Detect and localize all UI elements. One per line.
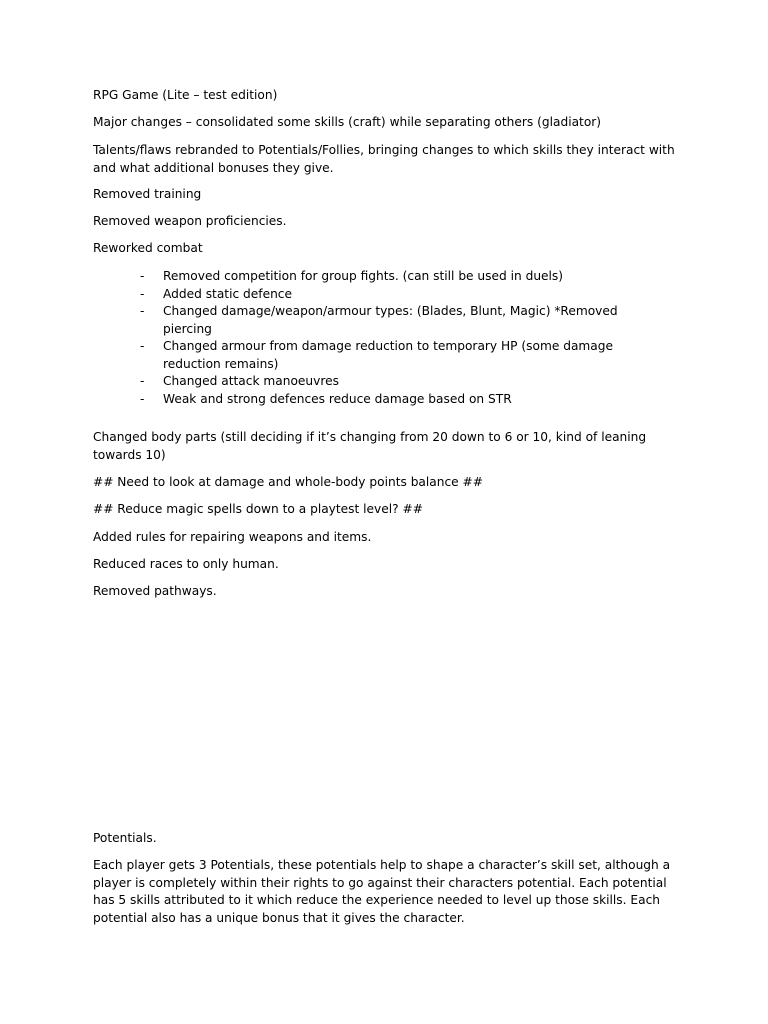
paragraph-major-changes: Major changes – consolidated some skills (craft) while separating others (gladiator) [93,115,602,129]
paragraph-reworked-combat: Reworked combat [93,241,203,255]
bullet-marker: - [140,374,145,388]
bullet-marker: - [140,286,145,301]
paragraph-removed-training: Removed training [93,187,202,201]
list-item [140,268,660,286]
paragraph-removed-weapon-proficiencies: Removed weapon proficiencies. [93,214,287,228]
list-item-text: Weak and strong defences reduce damage based on STR [163,391,512,406]
bullet-marker: - [140,304,145,318]
paragraph-repair-rules: Added rules for repairing weapons and items. [93,530,372,544]
note-damage-balance: ## Need to look at damage and whole-body points balance ## [93,475,483,489]
bullet-marker: - [140,269,145,283]
list-item-text: Changed armour from damage reduction to temporary HP (some damage reduction remains) [163,339,613,371]
list-item-text: Changed attack manoeuvres [163,374,339,388]
bullet-marker: - [140,339,145,353]
paragraph-pathways: Removed pathways. [93,584,217,598]
list-item-text: Added static defence [163,286,292,301]
paragraph-potentials-body: Each player gets 3 Potentials, these potentials help to shape a character’s skill set, although a player is completely within their rights to go against their characters potential. Each potential has 5 skills attributed to it which reduce the experience needed to level up those skills. Each potential also has a unique bonus that it gives the character. [93,858,671,925]
paragraph-talents-flaws: Talents/flaws rebranded to Potentials/Follies, bringing changes to which skills they interact with and what additional bonuses they give. [93,143,675,175]
paragraph-races: Reduced races to only human. [93,557,279,571]
list-item [140,286,660,304]
potentials-heading: Potentials. [93,831,157,845]
list-item [140,338,660,373]
combat-changes-list [140,268,660,408]
bullet-marker: - [140,391,145,406]
list-item-text: Changed damage/weapon/armour types: (Blades, Blunt, Magic) *Removed piercing [163,304,618,336]
list-item [140,391,660,409]
note-magic-spells: ## Reduce magic spells down to a playtest level? ## [93,502,423,516]
list-item-text: Removed competition for group fights. (can still be used in duels) [163,269,564,283]
document-title: RPG Game (Lite – test edition) [93,88,278,102]
list-item [140,373,660,391]
list-item [140,303,660,338]
paragraph-body-parts: Changed body parts (still deciding if it’s changing from 20 down to 6 or 10, kind of leaning towards 10) [93,430,647,462]
